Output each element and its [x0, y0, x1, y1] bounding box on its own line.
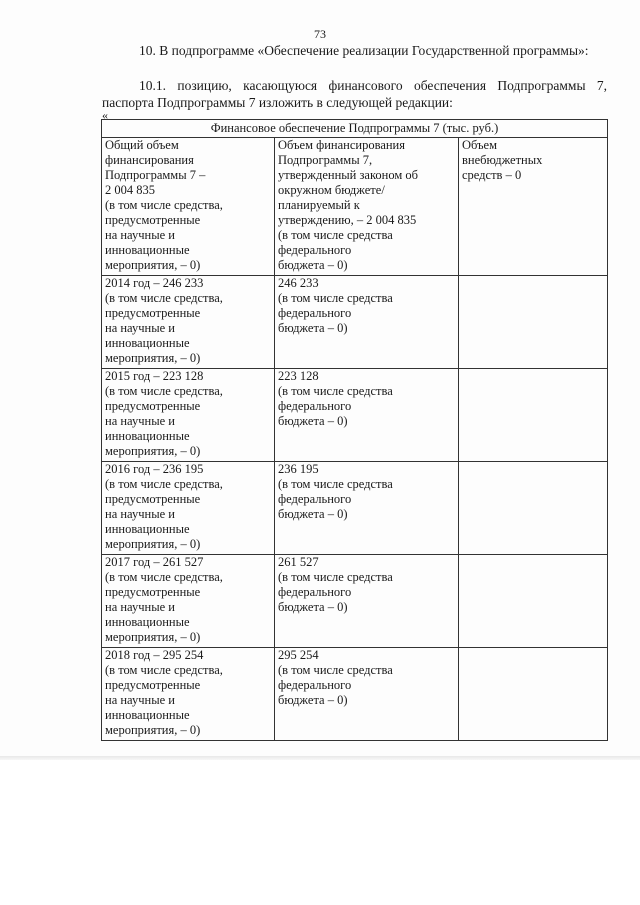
- cell-text-line: федерального: [278, 243, 352, 257]
- cell-text-line: 223 128: [278, 369, 319, 383]
- year-budget-cell: [275, 369, 459, 462]
- cell-text-line: Объем: [462, 138, 497, 152]
- cell-text-line: на научные и: [105, 228, 175, 242]
- page-number: 73: [314, 27, 326, 41]
- cell-text-line: инновационные: [105, 522, 190, 536]
- cell-text-line: утвержденный законом об: [278, 168, 418, 182]
- year-extrabudget-cell: [459, 555, 608, 648]
- cell-text-line: мероприятия, – 0): [105, 444, 201, 458]
- cell-text-line: финансирования: [105, 153, 194, 167]
- cell-text-line: мероприятия, – 0): [105, 351, 201, 365]
- cell-text-line: бюджета – 0): [278, 258, 348, 272]
- cell-text-line: инновационные: [105, 615, 190, 629]
- year-budget-cell: [275, 555, 459, 648]
- table-header-row: [102, 138, 608, 276]
- cell-text-line: на научные и: [105, 600, 175, 614]
- paragraph-10-1: 10.1. позицию, касающуюся финансового обеспечения Подпрограммы 7, паспорта Подпрограммы 7 изложить в следующей редакции:: [102, 78, 607, 110]
- cell-text-line: предусмотренные: [105, 399, 201, 413]
- header-extrabudget-cell: [459, 138, 608, 276]
- year-extrabudget-cell: [459, 369, 608, 462]
- cell-text-line: планируемый к: [278, 198, 360, 212]
- cell-text-line: инновационные: [105, 336, 190, 350]
- cell-text-line: 2015 год – 223 128: [105, 369, 204, 383]
- year-extrabudget-cell: [459, 462, 608, 555]
- cell-text-line: на научные и: [105, 321, 175, 335]
- cell-text-line: (в том числе средства: [278, 291, 393, 305]
- cell-text-line: бюджета – 0): [278, 414, 348, 428]
- header-total-cell: [102, 138, 275, 276]
- cell-text-line: федерального: [278, 306, 352, 320]
- cell-text-line: средств – 0: [462, 168, 522, 182]
- year-budget-cell: [275, 462, 459, 555]
- cell-text-line: мероприятия, – 0): [105, 258, 201, 272]
- cell-text-line: предусмотренные: [105, 678, 201, 692]
- cell-text-line: инновационные: [105, 708, 190, 722]
- header-budget-cell: [275, 138, 459, 276]
- year-total-cell: [102, 369, 275, 462]
- cell-text-line: 246 233: [278, 276, 319, 290]
- cell-text-line: мероприятия, – 0): [105, 723, 201, 737]
- cell-text-line: (в том числе средства,: [105, 477, 223, 491]
- cell-text-line: предусмотренные: [105, 585, 201, 599]
- cell-text-line: предусмотренные: [105, 306, 201, 320]
- cell-text-line: (в том числе средства,: [105, 570, 223, 584]
- cell-text-line: (в том числе средства,: [105, 291, 223, 305]
- table-row: [102, 648, 608, 741]
- cell-text-line: федерального: [278, 399, 352, 413]
- blank-area: [0, 760, 640, 905]
- opening-quote: «: [102, 108, 108, 122]
- cell-text-line: федерального: [278, 492, 352, 506]
- cell-text-line: бюджета – 0): [278, 600, 348, 614]
- cell-text-line: инновационные: [105, 243, 190, 257]
- cell-text-line: (в том числе средства: [278, 228, 393, 242]
- year-budget-cell: [275, 648, 459, 741]
- table-row: [102, 555, 608, 648]
- cell-text-line: окружном бюджете/: [278, 183, 385, 197]
- cell-text-line: 295 254: [278, 648, 319, 662]
- cell-text-line: 2018 год – 295 254: [105, 648, 204, 662]
- cell-text-line: бюджета – 0): [278, 693, 348, 707]
- cell-text-line: на научные и: [105, 414, 175, 428]
- cell-text-line: 2016 год – 236 195: [105, 462, 204, 476]
- cell-text-line: на научные и: [105, 693, 175, 707]
- year-extrabudget-cell: [459, 648, 608, 741]
- table-row: [102, 276, 608, 369]
- cell-text-line: (в том числе средства: [278, 477, 393, 491]
- cell-text-line: (в том числе средства,: [105, 663, 223, 677]
- cell-text-line: 236 195: [278, 462, 319, 476]
- table-row: [102, 462, 608, 555]
- cell-text-line: (в том числе средства: [278, 384, 393, 398]
- cell-text-line: 2017 год – 261 527: [105, 555, 204, 569]
- year-total-cell: [102, 648, 275, 741]
- cell-text-line: (в том числе средства,: [105, 198, 223, 212]
- cell-text-line: предусмотренные: [105, 213, 201, 227]
- table-row: [102, 369, 608, 462]
- cell-text-line: мероприятия, – 0): [105, 537, 201, 551]
- table-caption: Финансовое обеспечение Подпрограммы 7 (тыс. руб.): [102, 120, 608, 138]
- cell-text-line: бюджета – 0): [278, 507, 348, 521]
- cell-text-line: Подпрограммы 7,: [278, 153, 373, 167]
- year-total-cell: [102, 276, 275, 369]
- cell-text-line: (в том числе средства: [278, 663, 393, 677]
- financing-table: [101, 119, 608, 741]
- cell-text-line: (в том числе средства: [278, 570, 393, 584]
- cell-text-line: Подпрограммы 7 –: [105, 168, 206, 182]
- cell-text-line: 261 527: [278, 555, 319, 569]
- cell-text-line: бюджета – 0): [278, 321, 348, 335]
- cell-text-line: федерального: [278, 585, 352, 599]
- cell-text-line: инновационные: [105, 429, 190, 443]
- cell-text-line: предусмотренные: [105, 492, 201, 506]
- cell-text-line: федерального: [278, 678, 352, 692]
- cell-text-line: (в том числе средства,: [105, 384, 223, 398]
- cell-text-line: 2 004 835: [105, 183, 155, 197]
- cell-text-line: Общий объем: [105, 138, 179, 152]
- cell-text-line: на научные и: [105, 507, 175, 521]
- year-total-cell: [102, 555, 275, 648]
- cell-text-line: мероприятия, – 0): [105, 630, 201, 644]
- year-budget-cell: [275, 276, 459, 369]
- year-total-cell: [102, 462, 275, 555]
- paragraph-10: 10. В подпрограмме «Обеспечение реализации Государственной программы»:: [139, 43, 589, 58]
- cell-text-line: утверждению, – 2 004 835: [278, 213, 417, 227]
- cell-text-line: Объем финансирования: [278, 138, 405, 152]
- cell-text-line: внебюджетных: [462, 153, 543, 167]
- year-extrabudget-cell: [459, 276, 608, 369]
- cell-text-line: 2014 год – 246 233: [105, 276, 204, 290]
